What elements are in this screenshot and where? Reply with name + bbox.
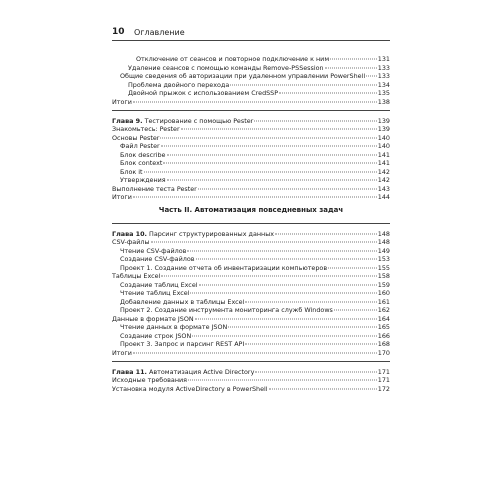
toc-entry-title: Добавление данных в таблицы Excel <box>120 297 245 306</box>
toc-entry-title: Таблицы Excel <box>112 272 161 280</box>
chapter-title: Автоматизация Active Directory <box>149 367 255 376</box>
toc-page-number: 143 <box>377 184 390 193</box>
toc-page-number: 161 <box>377 297 390 306</box>
toc-entry-title: Проект 3. Запрос и парсинг REST API <box>120 340 245 348</box>
toc-entry-title: Отключение от сеансов и повторное подключение к ним <box>136 55 330 63</box>
toc-entry-title: Общие сведения об авторизации при удаленном управлении PowerShell <box>120 72 366 80</box>
toc-entry-title: Знакомьтесь: Pester <box>112 125 180 133</box>
toc-entry-title: Установка модуля ActiveDirectory в PowerShell <box>112 384 268 393</box>
toc-page-number: 160 <box>377 289 390 297</box>
toc-page-number: 166 <box>377 331 390 340</box>
dot-leader <box>269 380 377 389</box>
toc-page-number: 159 <box>377 280 390 289</box>
toc-page-number: 170 <box>377 348 390 357</box>
toc-entry-title: Утверждения <box>120 176 166 184</box>
part-heading: Часть II. Автоматизация повседневных задач <box>158 205 344 214</box>
toc-entry[interactable] <box>112 346 390 355</box>
running-title: Оглавление <box>134 28 185 37</box>
toc-page-number: 142 <box>377 167 390 176</box>
dot-leader <box>133 189 377 198</box>
toc-entry-title: Итоги <box>112 348 132 357</box>
dot-leader <box>133 344 377 353</box>
toc-page-number: 140 <box>377 142 390 150</box>
toc-page-number: 149 <box>377 246 390 255</box>
toc-page-number: 141 <box>377 150 390 159</box>
toc-page-number: 148 <box>377 229 390 238</box>
toc-entry-title: Блок context <box>120 159 163 167</box>
toc-entry-title: Создание строк JSON <box>120 331 192 340</box>
toc-page-number: 172 <box>377 384 390 393</box>
toc-entry-title: CSV-файлы <box>112 238 150 246</box>
toc-entry-title: Чтение CSV-файлов <box>120 246 187 255</box>
toc-entry-title: Итоги <box>112 97 132 106</box>
toc-entry-title: Блок describe <box>120 150 166 159</box>
chapter-label: Глава 9. <box>112 116 143 125</box>
toc-page-number: 133 <box>377 63 390 72</box>
section-gap <box>112 103 390 109</box>
chapter-label: Глава 11. <box>112 367 147 376</box>
page-number: 10 <box>112 27 125 37</box>
toc-page-number: 142 <box>377 176 390 184</box>
toc-page-number: 144 <box>377 193 390 201</box>
toc-page-number: 158 <box>377 272 390 280</box>
chapter-title: Парсинг структурированных данных <box>149 229 275 238</box>
toc-page-number: 171 <box>377 367 390 376</box>
chapter-label: Глава 10. <box>112 229 147 238</box>
toc-entry-title: Блок it <box>120 167 143 176</box>
toc-page-number: 135 <box>377 89 390 97</box>
section-gap <box>112 354 390 360</box>
toc-page-number: 171 <box>377 376 390 384</box>
page-header <box>112 26 390 41</box>
toc-page-number: 138 <box>377 97 390 106</box>
toc-entry-title: Двойной прыжок с использованием CredSSP <box>128 89 279 97</box>
toc-entry-title: Исходные требования <box>112 376 188 384</box>
chapter-title: Тестирование с помощью Pester <box>144 116 254 125</box>
toc-entry[interactable] <box>112 95 390 104</box>
toc-entry-title: Проблема двойного перехода <box>128 80 230 89</box>
table-of-contents <box>112 52 390 393</box>
toc-entry-title: Чтение таблиц Excel <box>120 289 190 297</box>
toc-page-number: 140 <box>377 133 390 142</box>
dot-leader <box>133 93 377 102</box>
toc-entry-title: Чтение данных в формате JSON <box>120 323 228 331</box>
toc-entry-title: Данные в формате JSON <box>112 314 194 323</box>
toc-entry-title: Проект 1. Создание отчета об инвентаризации компьютеров <box>120 263 328 272</box>
toc-page-number: 165 <box>377 323 390 331</box>
toc-page-number: 131 <box>377 55 390 63</box>
toc-page-number: 164 <box>377 314 390 323</box>
toc-page-number: 139 <box>377 125 390 133</box>
toc-page-number: 162 <box>377 306 390 314</box>
toc-entry[interactable] <box>112 190 390 199</box>
toc-page-number: 133 <box>377 72 390 80</box>
toc-page-number: 168 <box>377 340 390 348</box>
toc-entry-title: Файл Pester <box>120 142 160 150</box>
toc-page-number: 153 <box>377 255 390 263</box>
toc-entry-title: Создание таблиц Excel <box>120 280 198 289</box>
toc-page-number: 134 <box>377 80 390 89</box>
toc-page-number: 155 <box>377 263 390 272</box>
toc-entry-title: Создание CSV-файлов <box>120 255 195 263</box>
toc-page-number: 148 <box>377 238 390 246</box>
toc-entry-title: Удаление сеансов с помощью команды Remove-PSSession <box>128 63 324 72</box>
toc-page-number: 141 <box>377 159 390 167</box>
toc-entry-title: Проект 2. Создание инструмента мониторинга служб Windows <box>120 306 333 314</box>
toc-entry-title: Выполнение теста Pester <box>112 184 197 193</box>
toc-entry-title: Основы Pester <box>112 133 160 142</box>
toc-page-number: 139 <box>377 116 390 125</box>
toc-entry-title: Итоги <box>112 193 132 201</box>
